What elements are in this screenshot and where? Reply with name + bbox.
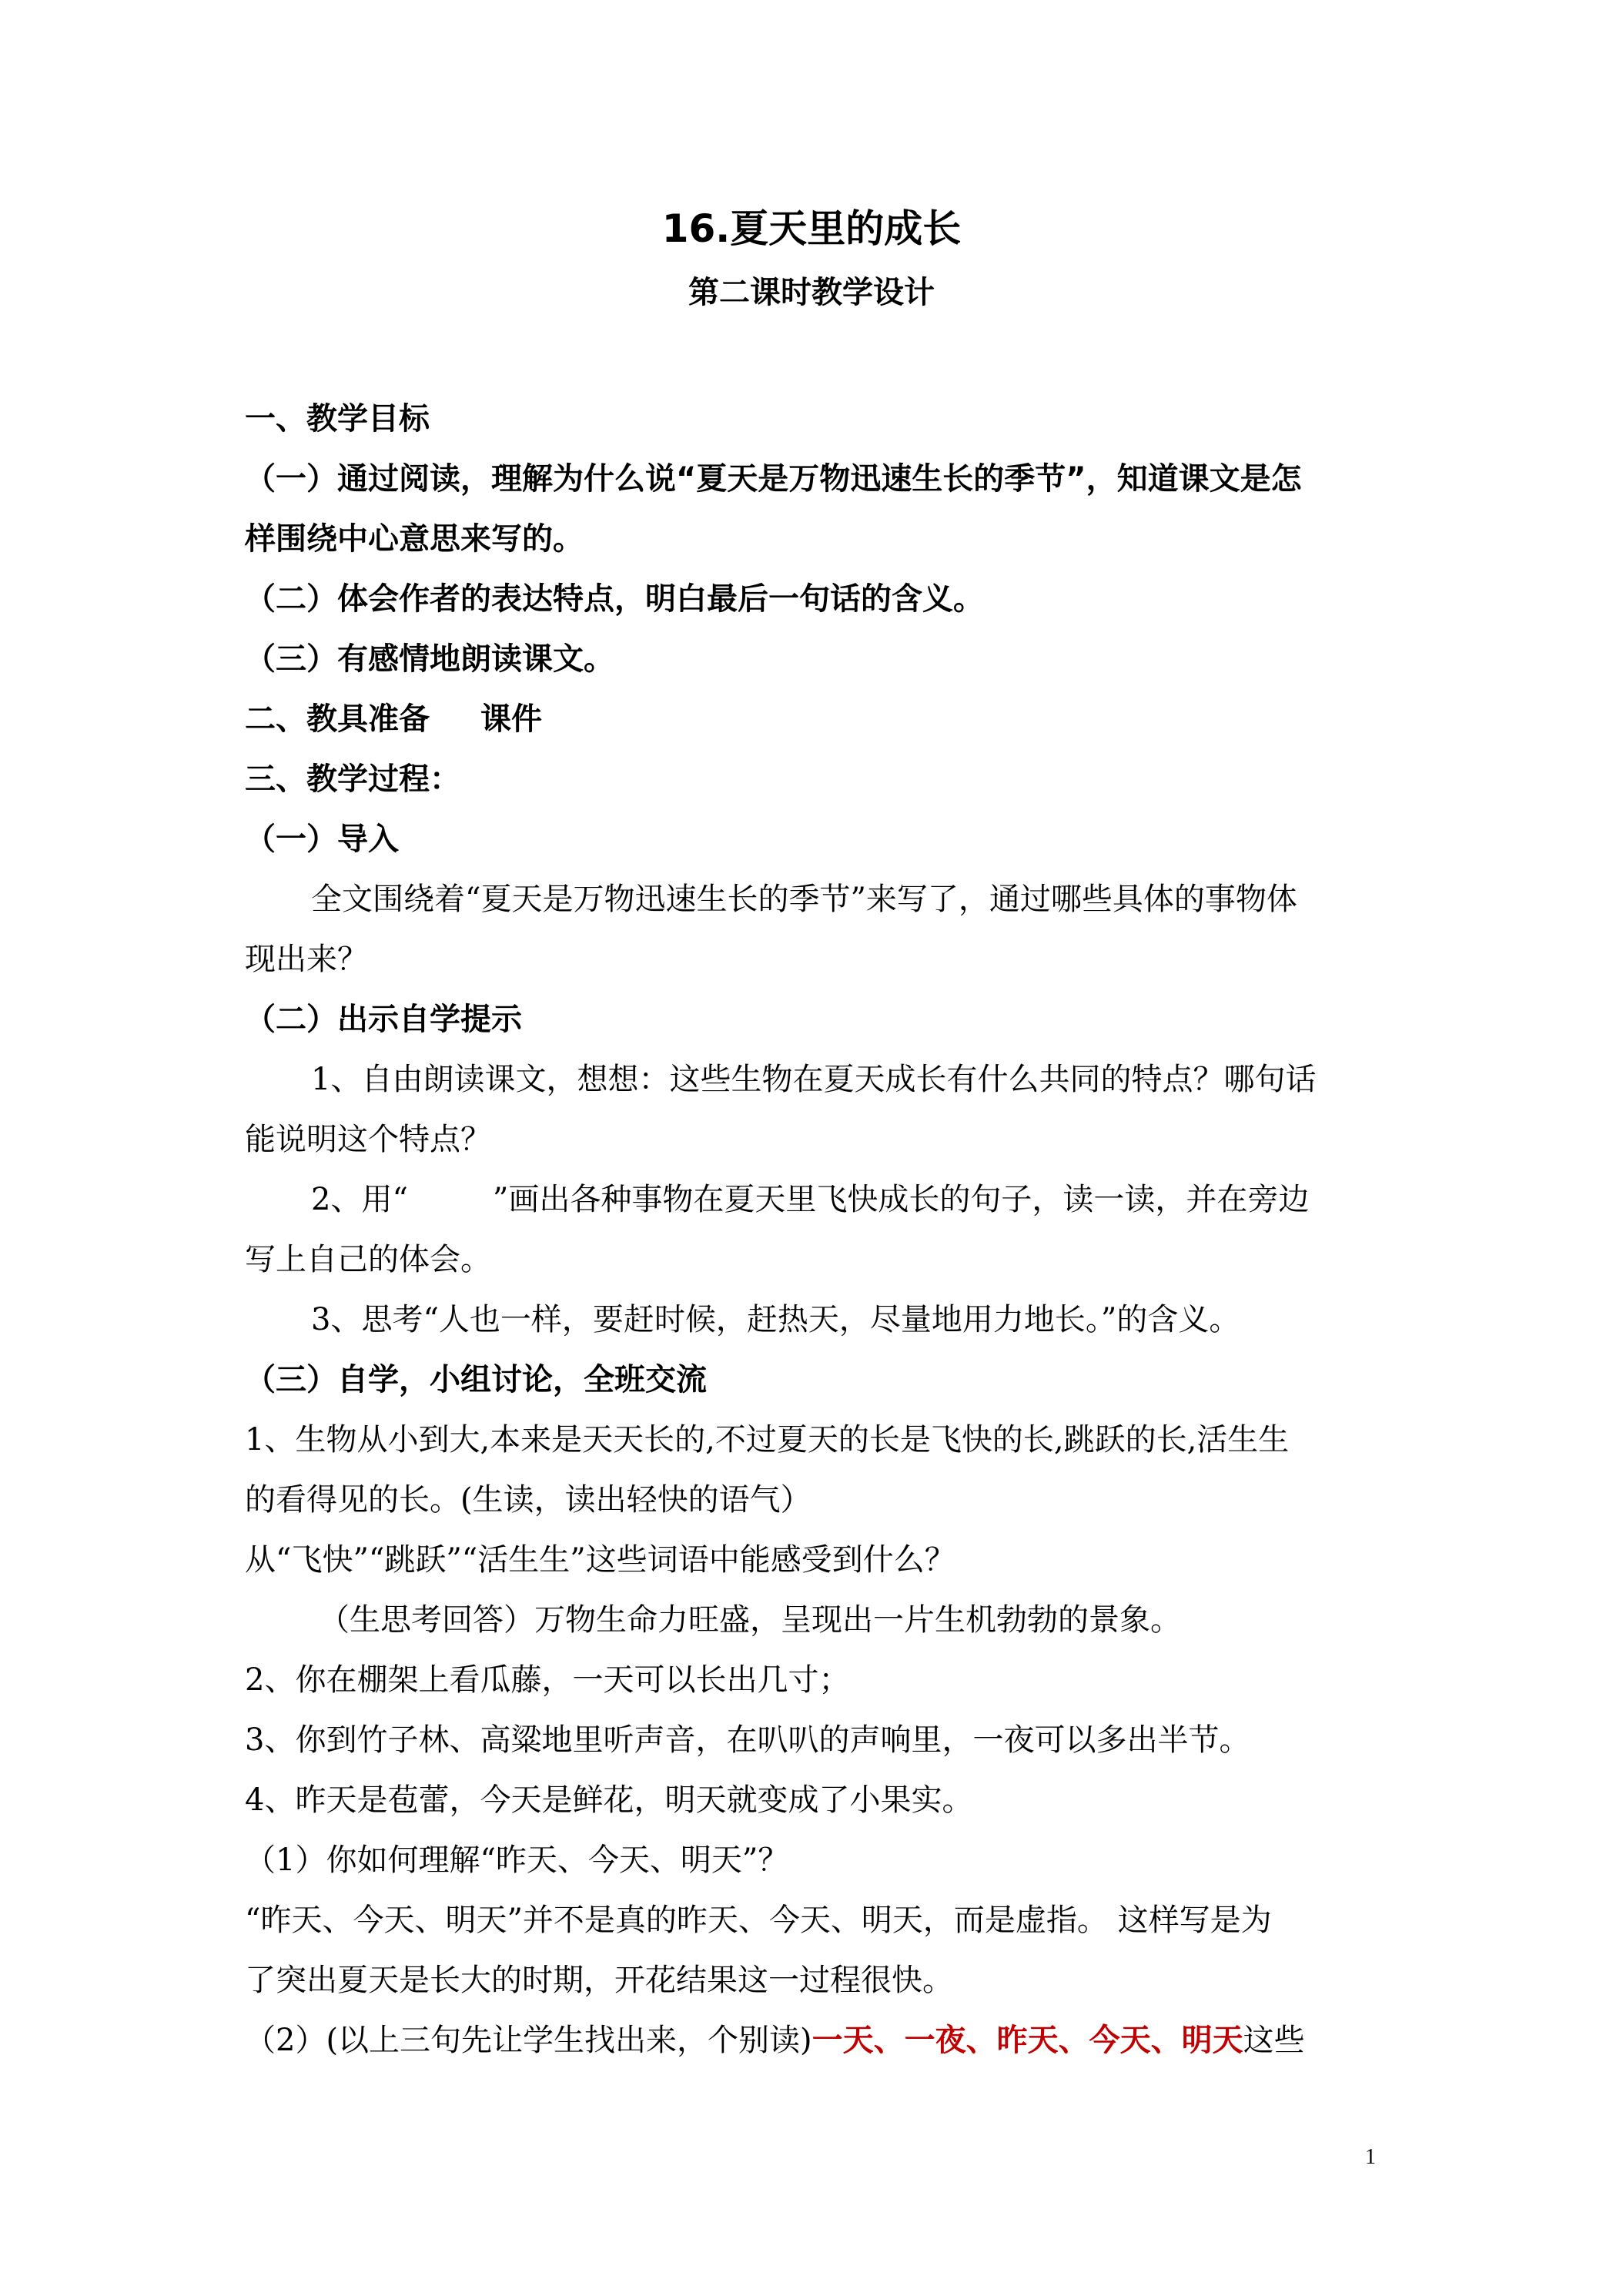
goal-2: （二）体会作者的表达特点，明白最后一句话的含义。 (245, 581, 984, 617)
page-number: 1 (1365, 2145, 1376, 2169)
item-3: 3、你到竹子林、高粱地里听声音，在叭叭的声响里，一夜可以多出半节。 (245, 1722, 1250, 1758)
goal-1-line-1: （一）通过阅读，理解为什么说“夏天是万物迅速生长的季节”，知道课文是怎 (245, 461, 1302, 497)
tip-1-line-1: 1、自由朗读课文，想想：这些生物在夏天成长有什么共同的特点？哪句话 (311, 1062, 1317, 1097)
tip-1-line-2: 能说明这个特点？ (245, 1122, 491, 1157)
document-body (245, 389, 1384, 2070)
sub-2-highlight: 一天、一夜、昨天、今天、明天 (812, 2023, 1243, 2058)
sub-2-before: （2）(以上三句先让学生找出来，个别读) (245, 2023, 812, 2058)
item-1-line-1: 1、生物从小到大,本来是天天长的,不过夏天的长是飞快的长,跳跃的长,活生生 (245, 1422, 1290, 1458)
step-1-text-line-1: 全文围绕着“夏天是万物迅速生长的季节”来写了，通过哪些具体的事物体 (311, 882, 1297, 917)
sub-1-answer-line-1: “昨天、今天、明天”并不是真的昨天、今天、明天，而是虚指。 这样写是为 (245, 1903, 1272, 1938)
item-1-line-2: 的看得见的长。(生读，读出轻快的语气） (245, 1482, 812, 1518)
tools-heading-label: 二、教具准备 (245, 701, 430, 737)
goal-1-line-2: 样围绕中心意思来写的。 (245, 521, 584, 557)
step-1-heading: （一）导入 (245, 822, 399, 857)
tools-value: 课件 (480, 701, 542, 737)
sub-2-line (245, 2010, 1384, 2070)
step-1-text-line-2: 现出来？ (245, 942, 368, 977)
sub-2-after: 这些 (1243, 2023, 1305, 2058)
document-title: 16.夏天里的成长 (661, 206, 962, 251)
tip-3: 3、思考“人也一样，要赶时候，赶热天，尽量地用力地长。”的含义。 (311, 1302, 1240, 1337)
tip-2-after: ”画出各种事物在夏天里飞快成长的句子，读一读，并在旁边 (492, 1182, 1310, 1217)
document-subtitle: 第二课时教学设计 (688, 275, 935, 310)
goal-3: （三）有感情地朗读课文。 (245, 641, 614, 677)
sub-1-question: （1）你如何理解“昨天、今天、明天”？ (245, 1842, 789, 1878)
tip-2-before: 2、用“ (311, 1182, 408, 1217)
section-heading-tools (245, 689, 1384, 749)
section-heading-process: 三、教学过程： (245, 761, 460, 797)
item-1-question: 从“飞快”“跳跃”“活生生”这些词语中能感受到什么？ (245, 1542, 955, 1578)
step-2-heading: （二）出示自学提示 (245, 1002, 522, 1037)
item-2: 2、你在棚架上看瓜藤，一天可以长出几寸； (245, 1662, 850, 1698)
section-heading-goals: 一、教学目标 (245, 401, 430, 437)
tip-2-line-2: 写上自己的体会。 (245, 1242, 491, 1277)
tip-2-line-1 (245, 1170, 1384, 1230)
step-3-heading: （三）自学，小组讨论，全班交流 (245, 1362, 707, 1397)
sub-1-answer-line-2: 了突出夏天是长大的时期，开花结果这一过程很快。 (245, 1963, 953, 1998)
item-4: 4、昨天是苞蕾，今天是鲜花，明天就变成了小果实。 (245, 1782, 973, 1818)
item-1-answer: （生思考回答）万物生命力旺盛，呈现出一片生机勃勃的景象。 (319, 1602, 1181, 1638)
